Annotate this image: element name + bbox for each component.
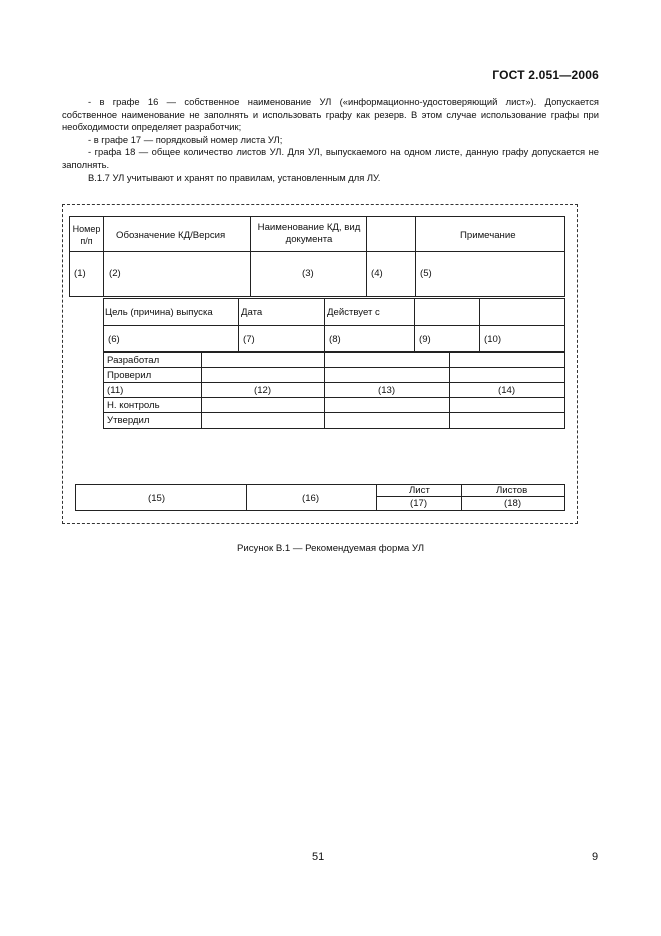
stamp-cell-17 [376, 496, 462, 511]
cell-10 [479, 325, 565, 352]
sig-num-11-label: (11) [107, 385, 124, 396]
sig-num-12-label: (12) [254, 385, 272, 396]
stamp-cell-15 [75, 484, 247, 511]
stamp-16-label: (16) [302, 493, 320, 504]
page-number-center: 51 [312, 851, 325, 863]
paragraph-grafa-17: - в графе 17 — порядковый номер листа УЛ; [88, 133, 283, 145]
cell-3-label: (3) [302, 268, 314, 279]
sig-prover-c3 [324, 367, 450, 383]
naim-header-label: Наименование КД, вид документа [257, 222, 361, 245]
sig-razrab-c3 [324, 352, 450, 368]
stamp-15-label: (15) [148, 493, 166, 504]
paragraph-grafa-16: - в графе 16 — собственное наименование УЛ («информационно-удостоверяющий лист»). Допускается собственное наименование не заполнять и использовать графу как резерв. В этом случае использование графы при необходимости определяет разработчик; [62, 96, 599, 133]
cel-header-label: Цель (причина) выпуска [105, 307, 213, 318]
stamp-18-label: (18) [504, 498, 522, 509]
cell-5 [415, 251, 565, 297]
body-text [62, 96, 599, 184]
cell-9-label: (9) [419, 334, 431, 345]
sig-razrab-label: Разработал [107, 355, 160, 366]
cell-8-label: (8) [329, 334, 341, 345]
cell-2 [103, 251, 251, 297]
num-header-cell [69, 216, 104, 252]
stamp-list-label: Лист [409, 485, 430, 496]
data-header-label: Дата [241, 307, 263, 318]
cell-10-label: (10) [484, 334, 502, 345]
sig-num-13-label: (13) [378, 385, 396, 396]
sig-nkontr-c4 [449, 397, 565, 413]
stamp-17-label: (17) [410, 498, 428, 509]
cell-1-label: (1) [74, 268, 86, 279]
sig-razrab-c4 [449, 352, 565, 368]
sig-nkontr-label: Н. контроль [107, 400, 160, 411]
sig-utverd-label: Утвердил [107, 415, 150, 426]
deyst-header-label: Действует с [327, 307, 380, 318]
stamp-cell-16 [246, 484, 377, 511]
paragraph-b-1-7: В.1.7 УЛ учитывают и хранят по правилам, установленным для ЛУ. [88, 171, 381, 183]
deyst-header-cell [324, 298, 415, 326]
sig-prover-label: Проверил [107, 370, 152, 381]
paragraph-grafa-18: - графа 18 — общее количество листов УЛ. Для УЛ, выпускаемого на одном листе, данную графу допускается не заполнять. [62, 146, 599, 170]
signatures-table [103, 352, 565, 429]
cell-3 [250, 251, 367, 297]
sig-num-12 [201, 382, 325, 398]
stamp-listov-label: Листов [496, 485, 528, 496]
oboz-header-cell [103, 216, 251, 252]
cell-7-label: (7) [243, 334, 255, 345]
num-header-label: Номер п/п [72, 224, 101, 246]
sig-utverd-name [103, 412, 202, 429]
figure-caption: Рисунок В.1 — Рекомендуемая форма УЛ [236, 543, 424, 554]
standard-number: ГОСТ 2.051—2006 [492, 68, 599, 82]
stamp-cell-18 [461, 496, 565, 511]
cell-6-label: (6) [108, 334, 120, 345]
oboz-header-label: Обозначение КД/Версия [116, 230, 226, 241]
cell-1 [69, 251, 104, 297]
sig-num-14-label: (14) [498, 385, 516, 396]
sig-num-11 [103, 382, 202, 398]
sig-prover-c4 [449, 367, 565, 383]
sig-nkontr-c3 [324, 397, 450, 413]
cell-6 [103, 325, 239, 352]
sig-nkontr-c2 [201, 397, 325, 413]
col9-header-cell [414, 298, 480, 326]
cell-5-label: (5) [420, 268, 432, 279]
sig-prover-name [103, 367, 202, 383]
cell-2-label: (2) [109, 268, 121, 279]
cell-9 [414, 325, 480, 352]
cell-7 [238, 325, 325, 352]
col4-header-cell [366, 216, 416, 252]
prim-header-cell [415, 216, 565, 252]
col10-header-cell [479, 298, 565, 326]
cell-8 [324, 325, 415, 352]
cell-4-label: (4) [371, 268, 383, 279]
cel-header-cell [103, 298, 239, 326]
sig-nkontr-name [103, 397, 202, 413]
sig-razrab-c2 [201, 352, 325, 368]
sig-utverd-c2 [201, 412, 325, 429]
sig-razrab-name [103, 352, 202, 368]
sig-num-14 [449, 382, 565, 398]
sig-num-13 [324, 382, 450, 398]
page-number-right: 9 [592, 851, 599, 863]
cell-4 [366, 251, 416, 297]
sig-utverd-c4 [449, 412, 565, 429]
sig-utverd-c3 [324, 412, 450, 429]
data-header-cell [238, 298, 325, 326]
naim-header-cell [250, 216, 367, 252]
prim-header-label: Примечание [460, 230, 516, 241]
sig-prover-c2 [201, 367, 325, 383]
